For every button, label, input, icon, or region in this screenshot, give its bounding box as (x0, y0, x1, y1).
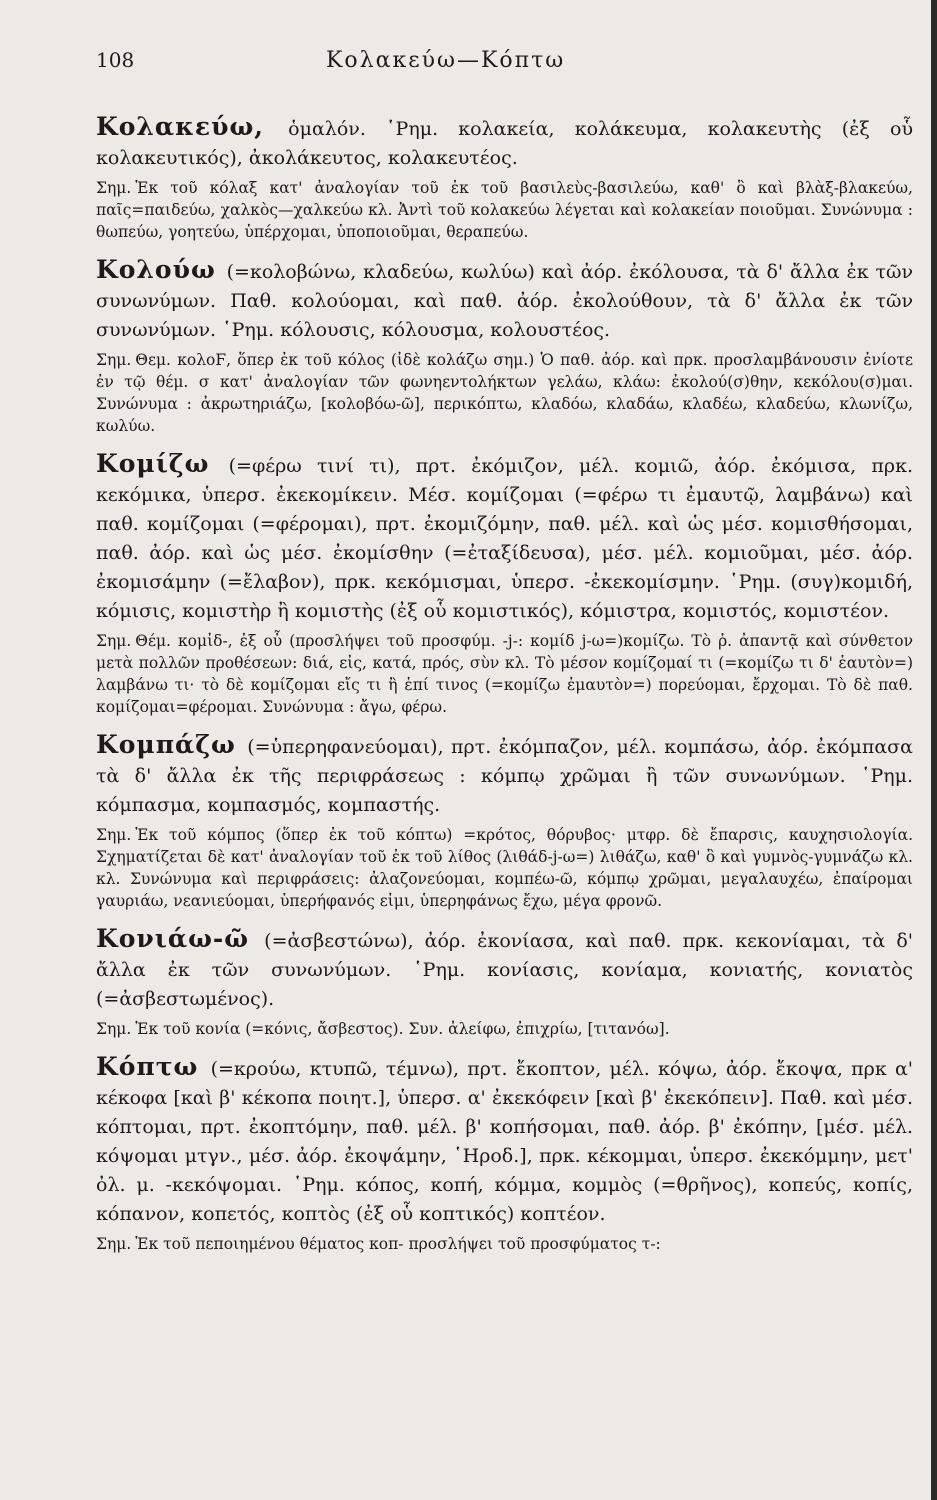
entry-definition: (=ὑπερηφανεύομαι), πρτ. ἐκόμπαζον, μέλ. κομπάσω, ἀόρ. ἐκόμπασα τὰ δ' ἄλλα ἐκ τῆς περιφράσεως : κόμπῳ χρῶμαι ἢ τῶν συνωνύμων. ῾Ρημ. κόμπασμα, κομπασμός, κομπαστής. (96, 736, 913, 816)
entry-text (96, 112, 913, 173)
page-header (96, 48, 913, 88)
running-head: Κολακεύω—Κόπτω (326, 48, 566, 73)
note-label: Σημ. (96, 351, 132, 369)
entry-definition: (=κολοβώνω, κλαδεύω, κωλύω) καὶ ἀόρ. ἐκόλουσα, τὰ δ' ἄλλα ἐκ τῶν συνωνύμων. Παθ. κολούομαι, καὶ παθ. ἀόρ. ἐκολούθουν, τὰ δ' ἄλλα ἐκ τῶν συνωνύμων. ῾Ρημ. κόλουσις, κόλουσμα, κολουστέος. (96, 261, 914, 341)
entry (96, 730, 913, 912)
entry-definition: (=φέρω τινί τι), πρτ. ἐκόμιζον, μέλ. κομιῶ, ἀόρ. ἐκόμισα, πρκ. κεκόμικα, ὑπερσ. ἐκεκομίκειν. Μέσ. κομίζομαι (=φέρω τι ἐμαυτῷ, λαμβάνω) καὶ παθ. κομίζομαι (=φέρομαι), πρτ. ἐκομιζόμην, παθ. μέλ. καὶ ὡς μέσ. κομισθήσομαι, παθ. ἀόρ. καὶ ὡς μέσ. ἐκομίσθην (=ἐταξίδευσα), μέσ. μέλ. κομιοῦμαι, μέσ. ἀόρ. ἐκομισάμην (=ἔλαβον), πρκ. κεκόμισμαι, ὑπερσ. -ἐκεκομίσμην. ῾Ρημ. (συγ)κομιδή, κόμισις, κομιστὴρ ἢ κομιστὴς (ἐξ οὗ κομιστικός), κόμιστρα, κομιστός, κομιστέον. (96, 455, 913, 622)
headword: Κομίζω (96, 449, 210, 478)
entry-text (96, 924, 913, 1014)
headword: Κομπάζω (96, 730, 236, 759)
entry-note (96, 1018, 913, 1040)
entry-definition: (=κρούω, κτυπῶ, τέμνω), πρτ. ἔκοπτον, μέλ. κόψω, ἀόρ. ἔκοψα, πρκ α' κέκοφα [καὶ β' κέκοπα ποιητ.], ὑπερσ. α' ἐκεκόφειν [καὶ β' ἐκεκόπειν]. Παθ. καὶ μέσ. κόπτομαι, πρτ. ἐκοπτόμην, παθ. μέλ. β' κοπήσομαι, παθ. ἀόρ. β' ἐκόπην, [μέσ. μέλ. κόψομαι μτγν., μέσ. ἀόρ. ἐκοψάμην, ῾Ηροδ.], πρκ. κέκομμαι, ὑπερσ. ἐκεκόμμην, μετ' ὀλ. μ. -κεκόψομαι. ῾Ρημ. κόπος, κοπή, κόμμα, κομμὸς (=θρῆνος), κοπεύς, κοπίς, κόπανον, κοπετός, κοπτὸς (ἐξ οὗ κοπτικός) κοπτέον. (96, 1058, 913, 1225)
note-text: Ἐκ τοῦ πεποιημένου θέματος κοπ- προσλήψει τοῦ προσφύματος τ-: (135, 1235, 661, 1253)
note-text: Θεμ. κολοϜ, ὅπερ ἐκ τοῦ κόλος (ἰδὲ κολάζω σημ.) Ὁ παθ. ἀόρ. καὶ πρκ. προσλαμβάνουσιν ἐνίοτε ἐν τῷ θέμ. σ κατ' ἀναλογίαν τῶν φωνηεντολήκτων γελάω, κλάω: ἐκολού(σ)θην, κεκόλου(σ)μαι. Συνώνυμα : ἀκρωτηριάζω, [κολοβόω-ῶ], περικόπτω, κλαδόω, κλαδάω, κλαδέω, κλαδεύω, κλωνίζω, κωλύω. (96, 351, 913, 435)
entry-note (96, 177, 913, 243)
entry-text (96, 449, 913, 626)
note-text: Ἐκ τοῦ κόμπος (ὅπερ ἐκ τοῦ κόπτω) =κρότος, θόρυβος· μτφρ. δὲ ἔπαρσις, καυχησιολογία. Σχηματίζεται δὲ κατ' ἀναλογίαν τοῦ ἐκ τοῦ λίθος (λιθάδ-j-ω=) λιθάζω, καθ' ὃ καὶ γυμνὸς-γυμνάζω κλ. κλ. Συνώνυμα καὶ περιφράσεις: ἀλαζονεύομαι, κομπέω-ῶ, κόμπῳ χρῶμαι, μεγαλαυχέω, ἐπαίρομαι γαυριάω, νεανιεύομαι, ὑπερήφανός εἰμι, ὑπερηφάνως ἔχω, μέγα φρονῶ. (96, 826, 913, 910)
entry (96, 449, 913, 718)
note-label: Σημ. (96, 1235, 132, 1253)
note-text: Θέμ. κομἰδ-, ἐξ οὗ (προσλήψει τοῦ προσφύμ. -j-: κομίδ j-ω=)κομίζω. Τὸ ῥ. ἀπαντᾷ καὶ σύνθετον μετὰ πολλῶν προθέσεων: διά, εἰς, κατά, πρός, σὺν κλ. Τὸ μέσον κομίζομαί τι (=κομίζω τι δ' ἑαυτὸν=) λαμβάνω τι· τὸ δὲ κομίζομαι εἴς τι ἢ ἐπί τινος (=κομίζω ἐμαυτὸν=) πορεύομαι, ἔρχομαι. Τὸ δὲ παθ. κομίζομαι=φέρομαι. Συνώνυμα : ἄγω, φέρω. (96, 632, 913, 716)
entry (96, 112, 913, 243)
headword: Κολακεύω, (96, 112, 264, 141)
entry-text (96, 1052, 913, 1229)
note-text: Ἐκ τοῦ κονία (=κόνις, ἄσβεστος). Συν. ἀλείφω, ἐπιχρίω, [τιτανόω]. (135, 1020, 670, 1038)
note-label: Σημ. (96, 826, 132, 844)
entry (96, 1052, 913, 1255)
note-label: Σημ. (96, 179, 132, 197)
headword: Κολούω (96, 255, 216, 284)
entry-note (96, 824, 913, 912)
entry-note (96, 349, 913, 437)
headword: Κονιάω-ῶ (96, 924, 250, 953)
note-label: Σημ. (96, 632, 132, 650)
entry-note (96, 1233, 913, 1255)
entry (96, 924, 913, 1040)
entry-note (96, 630, 913, 718)
note-text: Ἐκ τοῦ κόλαξ κατ' ἀναλογίαν τοῦ ἐκ τοῦ βασιλεὺς-βασιλεύω, καθ' ὃ καὶ βλὰξ-βλακεύω, παῖς=παιδεύω, χαλκὸς—χαλκεύω κλ. Ἀντὶ τοῦ κολακεύω λέγεται καὶ κολακείαν ποιοῦμαι. Συνώνυμα : θωπεύω, γοητεύω, ὑπέρχομαι, ὑποποιοῦμαι, θεραπεύω. (96, 179, 913, 241)
entry-definition: ὁμαλόν. ῾Ρημ. κολακεία, κολάκευμα, κολακευτὴς (ἐξ οὗ κολακευτικός), ἀκολάκευτος, κολακευτέος. (96, 118, 914, 169)
note-label: Σημ. (96, 1020, 132, 1038)
entry (96, 255, 913, 437)
page-number: 108 (96, 48, 135, 72)
entry-text (96, 730, 913, 820)
headword: Κόπτω (96, 1052, 199, 1081)
page-edge-shadow (931, 0, 937, 1500)
entry-definition: (=ἀσβεστώνω), ἀόρ. ἐκονίασα, καὶ παθ. πρκ. κεκονίαμαι, τὰ δ' ἄλλα ἐκ τῶν συνωνύμων. ῾Ρημ. κονίασις, κονίαμα, κονιατής, κονιατὸς (=ἀσβεστωμένος). (96, 930, 913, 1010)
entry-text (96, 255, 913, 345)
